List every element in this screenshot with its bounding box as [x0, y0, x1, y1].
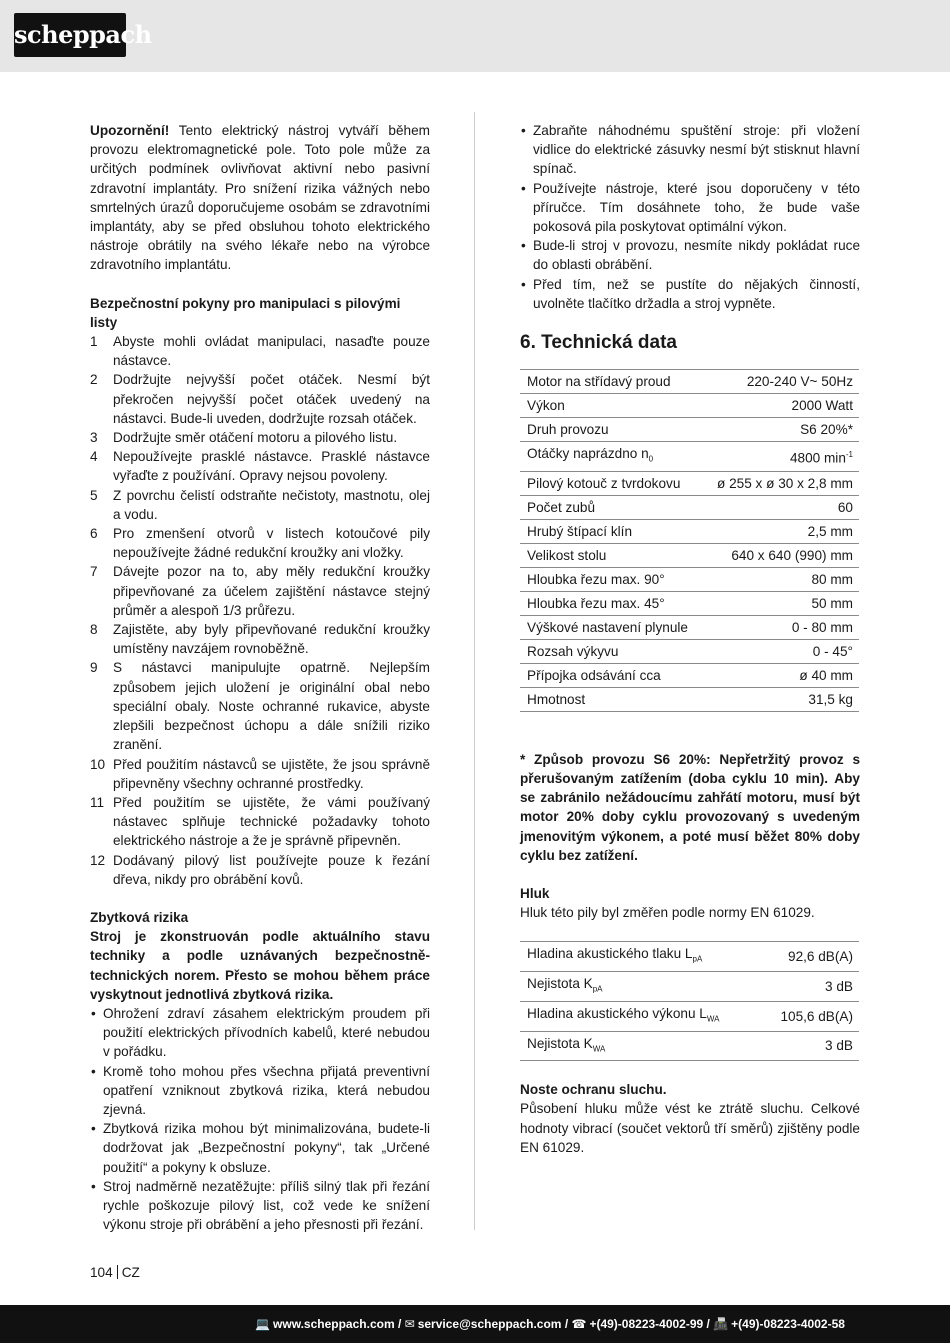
table-label: Hladina akustického výkonu $L_{WA}$ [520, 1001, 759, 1031]
footer-email[interactable]: service@scheppach.com [417, 1317, 562, 1331]
page-number-value: 104 [90, 1265, 113, 1280]
warning-paragraph [90, 121, 430, 275]
table-row [520, 442, 859, 472]
list-item [90, 447, 430, 485]
table-row [520, 418, 859, 442]
table-label: Hmotnost [520, 687, 703, 711]
footer-contact-bar [0, 1305, 950, 1343]
list-item [90, 524, 430, 562]
table-label: Otáčky naprázdno $n_0$ [520, 442, 703, 472]
label-subscript: pA [592, 984, 603, 994]
right-bullet-list [520, 121, 860, 313]
left-column [90, 121, 430, 1234]
table-label: Hloubka řezu max. 45° [520, 591, 703, 615]
table-row [520, 567, 859, 591]
noise-heading: Hluk [520, 885, 550, 901]
label-subscript: WA [706, 1014, 720, 1024]
table-value: 3 dB [759, 972, 859, 1002]
table-label: Druh provozu [520, 418, 703, 442]
table-label: Nejistota $K_{WA}$ [520, 1031, 759, 1061]
list-item: • Zabraňte náhodnému spuštění stroje: při vložení vidlice do elektrické zásuvky nesmí být stisknut hlavní spínač. [520, 121, 860, 179]
list-number: 1 [90, 334, 98, 350]
hearing-heading: Noste ochranu sluchu. [520, 1082, 667, 1098]
list-item [90, 370, 430, 428]
list-item [90, 562, 430, 620]
list-item: • Ohrožení zdraví zásahem elektrickým proudem při použití elektrických přívodních kabelů, které nebudou v pořádku. [90, 1004, 430, 1062]
table-row [520, 543, 859, 567]
list-item: • Bude-li stroj v provozu, nesmíte nikdy pokládat ruce do oblasti obrábění. [520, 236, 860, 274]
table-label: Rozsah výkyvu [520, 639, 703, 663]
list-item [90, 793, 430, 851]
computer-icon: 💻 [255, 1317, 271, 1331]
list-text: Před použitím nástavců se ujistěte, že jsou správně připevněny všechny ochranné prostředky. [113, 756, 430, 791]
table-row [520, 591, 859, 615]
noise-table [520, 941, 859, 1061]
footer-sep-2: / [561, 1317, 572, 1331]
list-item: • Před tím, než se pustíte do nějakých činností, uvolněte tlačítko držadla a stroj vypněte. [520, 275, 860, 313]
table-value: 105,6 dB(A) [759, 1001, 859, 1031]
page-separator [117, 1265, 118, 1279]
list-number: 8 [90, 622, 98, 638]
table-row [520, 687, 859, 711]
footer-phone: +(49)-08223-4002-99 [589, 1317, 704, 1331]
value-superscript: -1 [845, 450, 853, 460]
table-label: Hrubý štípací klín [520, 519, 703, 543]
list-item [90, 755, 430, 793]
list-item [90, 486, 430, 524]
table-label: Nejistota $K_{pA}$ [520, 972, 759, 1002]
table-row [520, 663, 859, 687]
list-item: • Kromě toho mohou přes všechna přijatá preventivní opatření vzniknout zbytková rizika, která nebudou zjevná. [90, 1062, 430, 1120]
footer-sep-3: / [703, 1317, 714, 1331]
section-title: 6. Technická data [520, 332, 677, 354]
table-value: 4800 $\min^{-1}$ [703, 442, 859, 472]
list-item: • Stroj nadměrně nezatěžujte: příliš silný tlak při řezání rychle poškozuje pilový list, což vede ke snížení výkonu stroje při obrábění a jeho přesnosti při řezání. [90, 1177, 430, 1235]
table-value: 2,5 mm [703, 519, 859, 543]
table-value: 3 dB [759, 1031, 859, 1061]
s6-note: * Způsob provozu S6 20%: Nepřetržitý provoz s přerušovaným zatížením (doba cyklu 10 min). Aby se zabránilo nežádoucímu zahřátí motoru, musí být motor 20% doby cyklu provozovaný s uvedeným jmenovitým výkonem, a poté musí běžet 80% doby cyklu bez zatížení. [520, 751, 860, 863]
table-value: 50 mm [703, 591, 859, 615]
footer-fax: +(49)-08223-4002-58 [731, 1317, 845, 1331]
list-item [90, 620, 430, 658]
list-number: 12 [90, 852, 106, 868]
residual-intro: Stroj je zkonstruován podle aktuálního stavu techniky a podle uznávaných bezpečnostně-technických norem. Přesto se mohou během práce vyskytnout jednotlivá zbytková rizika. [90, 929, 430, 1002]
saw-heading: Bezpečnostní pokyny pro manipulaci s pilovými listy [90, 295, 401, 330]
table-label: Pilový kotouč z tvrdokovu [520, 471, 703, 495]
list-text: Nepoužívejte prasklé nástavce. Prasklé nástavce vyřaďte z používání. Opravy nejsou povoleny. [113, 449, 430, 484]
list-number: 4 [90, 449, 98, 465]
table-value: 640 x 640 (990) mm [703, 543, 859, 567]
list-text: Dodávaný pilový list používejte pouze k řezání dřeva, nikdy pro obrábění kovů. [113, 852, 430, 887]
list-item [90, 851, 430, 889]
table-label: Velikost stolu [520, 543, 703, 567]
table-label: Motor na střídavý proud [520, 370, 703, 394]
table-row [520, 1001, 859, 1031]
list-number: 9 [90, 660, 98, 676]
table-value: 0 - 80 mm [703, 615, 859, 639]
table-row [520, 639, 859, 663]
table-value: 31,5 kg [703, 687, 859, 711]
table-value: ø 40 mm [703, 663, 859, 687]
table-label: Počet zubů [520, 495, 703, 519]
table-value: 80 mm [703, 567, 859, 591]
table-row [520, 972, 859, 1002]
fax-icon: 📠 [713, 1317, 729, 1331]
list-number: 10 [90, 756, 106, 772]
list-number: 3 [90, 430, 98, 446]
table-label: Přípojka odsávání cca [520, 663, 703, 687]
right-column [520, 121, 860, 1157]
label-subscript: 0 [648, 454, 654, 464]
table-label: Hladina akustického tlaku $L_{pA}$ [520, 942, 759, 972]
noise-text: Hluk této pily byl změřen podle normy EN 61029. [520, 905, 815, 921]
list-text: Zajistěte, aby byly připevňované redukční kroužky umístěny navzájem rovnoběžně. [113, 622, 430, 657]
table-label: Výškové nastavení plynule [520, 615, 703, 639]
list-item [90, 332, 430, 370]
label-subscript: WA [592, 1044, 606, 1054]
residual-heading: Zbytková rizika [90, 909, 189, 925]
table-row [520, 495, 859, 519]
mail-icon: ✉ [404, 1317, 415, 1331]
list-text: Dávejte pozor na to, aby měly redukční kroužky připevňované za účelem zajištění nástavce stejný průměr a alespoň 1/3 průřezu. [113, 564, 430, 618]
list-text: Pro zmenšení otvorů v listech kotoučové pily nepoužívejte žádné redukční kroužky ani vložky. [113, 526, 430, 561]
list-text: Dodržujte nejvyšší počet otáček. Nesmí být překročen nejvyšší počet otáček uvedený na nástavci. Bude-li uveden, dodržujte rozsah otáček. [113, 372, 430, 426]
list-number: 6 [90, 526, 98, 542]
table-row [520, 519, 859, 543]
table-value: S6 20%* [703, 418, 859, 442]
table-label: Hloubka řezu max. 90° [520, 567, 703, 591]
table-value: 60 [703, 495, 859, 519]
saw-safety-list [90, 332, 430, 889]
label-subscript: pA [692, 955, 703, 965]
scheppach-logo: scheppach [14, 13, 126, 57]
table-value: 92,6 dB(A) [759, 942, 859, 972]
footer-sep-1: / [394, 1317, 405, 1331]
list-item [90, 658, 430, 754]
table-label: Výkon [520, 394, 703, 418]
phone-icon: ☎ [571, 1317, 587, 1331]
table-row [520, 615, 859, 639]
table-row [520, 370, 859, 394]
list-number: 5 [90, 487, 98, 503]
list-text: S nástavci manipulujte opatrně. Nejlepším způsobem jejich uložení je originální obal nebo speciální obaly. Noste ochranné rukavice, abyste zlepšili bezpečnost úchopu a dále snížili riziko zranění. [113, 660, 430, 753]
list-text: Dodržujte směr otáčení motoru a pilového listu. [113, 430, 398, 446]
list-item: • Používejte nástroje, které jsou doporučeny v této příručce. Tím dosáhnete toho, že bude vaše pokosová pila poskytovat optimální výkon. [520, 179, 860, 237]
list-item [90, 428, 430, 447]
table-value: 220-240 V~ 50Hz [703, 370, 859, 394]
table-row [520, 394, 859, 418]
page-number [90, 1265, 140, 1280]
list-item: • Zbytková rizika mohou být minimalizována, budete-li dodržovat jak „Bezpečnostní pokyny“, tak „Určené použití“ a pokyny k obsluze. [90, 1119, 430, 1177]
header-band [0, 0, 950, 72]
table-row [520, 1031, 859, 1061]
warning-label: Upozornění! [90, 123, 170, 138]
table-value: 2000 Watt [703, 394, 859, 418]
footer-web[interactable]: www.scheppach.com [273, 1317, 395, 1331]
hearing-text: Působení hluku může vést ke ztrátě sluchu. Celkové hodnoty vibrací (součet vektorů tří směrů) zjištěny podle EN 61029. [520, 1101, 860, 1155]
list-number: 7 [90, 564, 98, 580]
warning-text: Tento elektrický nástroj vytváří během provozu elektromagnetické pole. Toto pole může za určitých podmínek ovlivňovat aktivní nebo pasivní zdravotní implantáty. Pro snížení rizika vážných nebo smrtelných úrazů doporučujeme osobám se zdravotními implantáty, aby se před obsluhou tohoto elektrického nástroje obrátily na svého lékaře nebo na výrobce zdravotního implantátu. [90, 123, 430, 273]
language-code: CZ [121, 1265, 140, 1280]
list-text: Před použitím se ujistěte, že vámi používaný nástavec splňuje technické požadavky tohoto elektrického nástroje a že je správně připevněn. [113, 794, 430, 849]
list-number: 2 [90, 372, 98, 388]
residual-risk-list [90, 1004, 430, 1234]
table-value: 0 - 45° [703, 639, 859, 663]
table-row [520, 942, 859, 972]
list-text: Abyste mohli ovládat manipulaci, nasaďte pouze nástavce. [113, 334, 430, 369]
table-value: ø 255 x ø 30 x 2,8 mm [703, 471, 859, 495]
list-number: 11 [90, 794, 105, 810]
list-text: Z povrchu čelistí odstraňte nečistoty, mastnotu, olej a vodu. [113, 487, 430, 522]
column-divider [474, 112, 475, 1230]
table-row [520, 471, 859, 495]
tech-data-table [520, 369, 859, 712]
